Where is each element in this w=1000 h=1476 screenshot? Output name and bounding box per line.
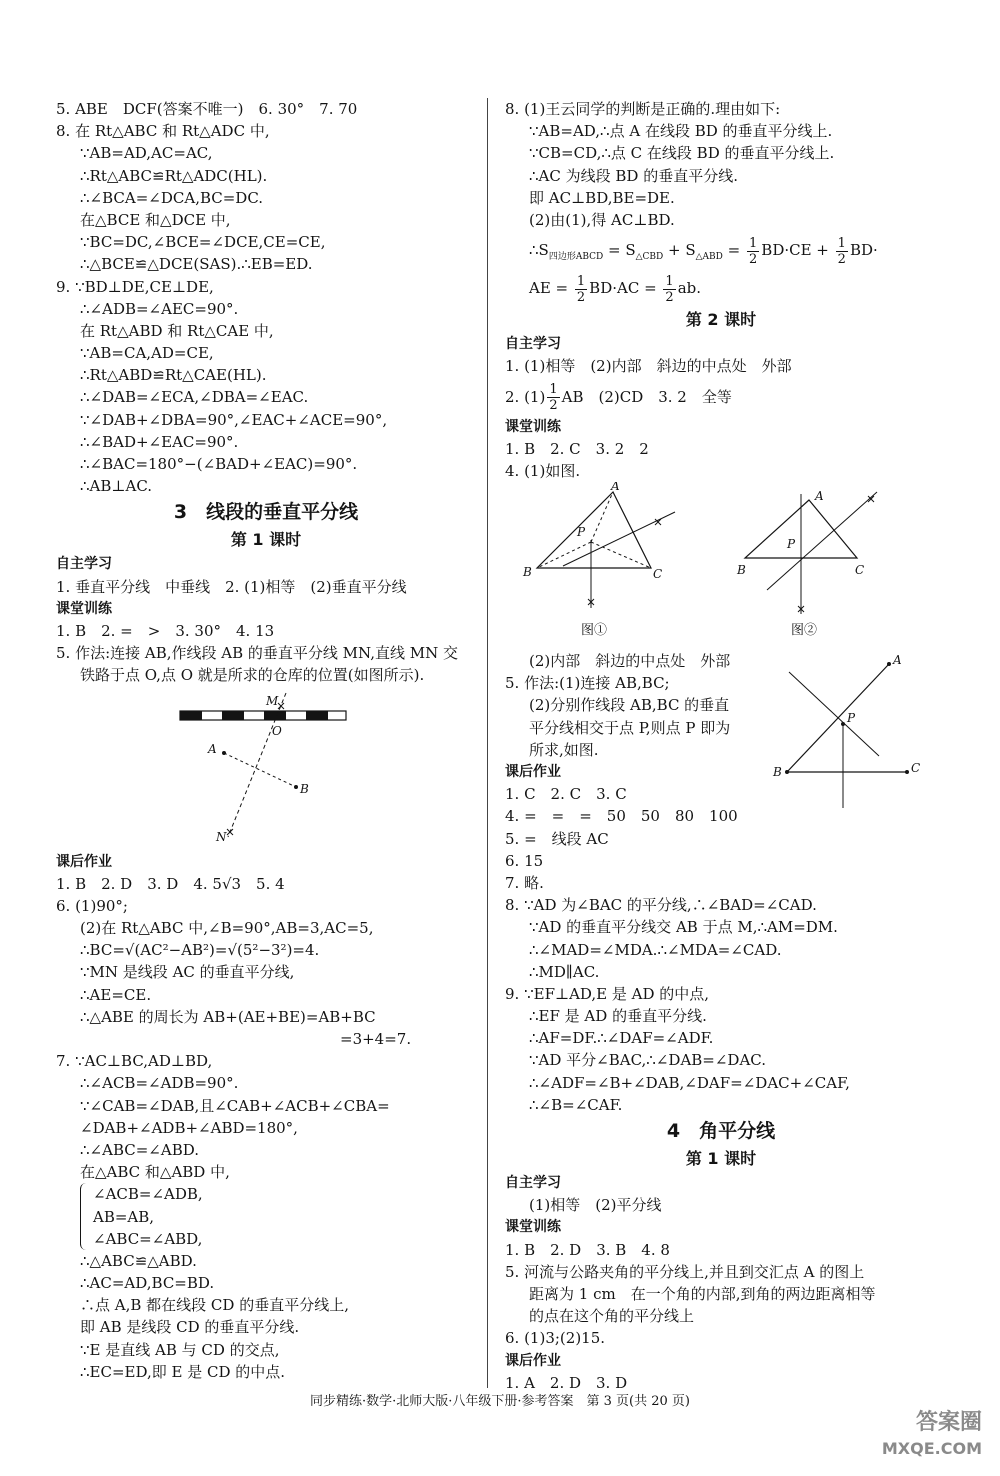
- figure-1-caption: 图①: [581, 623, 608, 639]
- fraction: [663, 274, 675, 305]
- point-a: [222, 751, 226, 755]
- label-p: P: [787, 537, 796, 552]
- answer-line: ∵BC=DC,∠BCE=∠DCE,CE=CE,: [80, 233, 326, 252]
- answer-line: 平分线相交于点 P,则点 P 即为: [529, 718, 731, 737]
- answer-line: 即 AB 是线段 CD 的垂直平分线.: [80, 1318, 300, 1337]
- answer-line: 1. B 2. = > 3. 30° 4. 13: [56, 621, 275, 640]
- answer-line: ∠DAB+∠ADB+∠ABD=180°,: [80, 1118, 298, 1137]
- answer-line: ∴EF 是 AD 的垂直平分线.: [529, 1007, 707, 1026]
- watermark-logo: [882, 1410, 982, 1462]
- circumcenter-figure: [767, 642, 937, 812]
- answer-line: 的点在这个角的平分线上: [529, 1307, 695, 1326]
- brace-mark: [80, 1183, 89, 1250]
- answer-line: 7. 略.: [505, 873, 544, 892]
- section-title: 3 线段的垂直平分线: [173, 501, 359, 524]
- math-subscript: 四边形ABCD: [548, 252, 604, 263]
- answer-line: 距离为 1 cm 在一个角的内部,到角的两边距离相等: [529, 1284, 876, 1303]
- answer-line: 5. 作法:连接 AB,作线段 AB 的垂直平分线 MN,直线 MN 交: [56, 644, 458, 663]
- answer-line: ∵AB=AD,∴点 A 在线段 BD 的垂直平分线上.: [529, 122, 833, 141]
- railway-segment: [180, 711, 202, 720]
- answer-line: ∴AC=AD,BC=BD.: [80, 1274, 215, 1293]
- fraction-numerator: 1: [576, 273, 586, 289]
- system-line: ∠ACB=∠ADB,: [93, 1185, 203, 1204]
- subsection-heading: 自主学习: [505, 336, 561, 353]
- answer-line: ∴Rt△ABC≌Rt△ADC(HL).: [80, 166, 268, 185]
- math-text: = S: [603, 241, 636, 260]
- answer-line: ∴∠DAB=∠ECA,∠DBA=∠EAC.: [80, 388, 309, 407]
- answer-line: 5. ABE DCF(答案不唯一) 6. 30° 7. 70: [56, 100, 358, 118]
- fraction: [836, 236, 848, 267]
- system-line: AB=AB,: [93, 1207, 155, 1226]
- fraction-denominator: 2: [576, 289, 586, 305]
- math-text: ∴S: [529, 241, 549, 260]
- label-n: N: [216, 829, 227, 844]
- label-c: C: [855, 563, 865, 578]
- fraction-denominator: 2: [749, 251, 758, 267]
- area-equation: [505, 269, 937, 307]
- answer-line: 6. 15: [505, 851, 544, 870]
- answer-line: ∴AB⊥AC.: [80, 477, 153, 496]
- fraction-denominator: 2: [665, 289, 674, 305]
- math-text: AB (2)CD 3. 2 全等: [561, 387, 732, 406]
- answer-line: ∵CB=CD,∴点 C 在线段 BD 的垂直平分线上.: [529, 144, 835, 163]
- lesson-title: 第 2 课时: [685, 310, 757, 330]
- subsection-heading: 自主学习: [505, 1175, 561, 1191]
- answer-line: 1. B 2. C 3. 2 2: [505, 439, 649, 458]
- answer-line: 即 AC⊥BD,BE=DE.: [529, 188, 675, 207]
- answer-line: ∴∠B=∠CAF.: [529, 1095, 623, 1114]
- label-o: O: [272, 723, 282, 738]
- fraction-denominator: 2: [549, 398, 558, 413]
- subsection-heading: 课后作业: [56, 853, 112, 870]
- page-footer: 同步精练·数学·北师大版·八年级下册·参考答案 第 3 页(共 20 页): [309, 1394, 690, 1409]
- answer-line: ∵E 是直线 AB 与 CD 的交点,: [80, 1340, 280, 1359]
- label-c: C: [911, 761, 921, 776]
- answer-line: 4. (1)如图.: [505, 461, 581, 480]
- math-subscript: △CBD: [635, 252, 664, 263]
- answer-line: ∵∠DAB+∠DBA=90°,∠EAC+∠ACE=90°,: [80, 410, 388, 429]
- answer-line: 在 Rt△ABD 和 Rt△CAE 中,: [80, 321, 274, 340]
- perpendicular-bisector: [563, 512, 675, 566]
- answer-line: ∴∠ADF=∠B+∠DAB,∠DAF=∠DAC+∠CAF,: [529, 1073, 850, 1092]
- dashed-segment-pc: [591, 542, 651, 568]
- perpendicular-bisector-ab: [789, 672, 879, 756]
- answer-line: ∴Rt△ABD≌Rt△CAE(HL).: [80, 366, 267, 385]
- answer-line: ∵AB=CA,AD=CE,: [80, 344, 214, 363]
- triangle-figures: [505, 482, 937, 646]
- answer-line: ∴EC=ED,即 E 是 CD 的中点.: [80, 1362, 286, 1381]
- label-b: B: [523, 565, 532, 580]
- answer-line: 8. 在 Rt△ABC 和 Rt△ADC 中,: [56, 122, 270, 141]
- answer-line: 1. A 2. D 3. D: [505, 1373, 628, 1392]
- watermark-url: MXQE.COM: [881, 1439, 982, 1458]
- fraction-numerator: 1: [837, 235, 846, 251]
- answer-line: ∵AD 平分∠BAC,∴∠DAB=∠DAC.: [529, 1051, 767, 1070]
- answer-line: 铁路于点 O,点 O 就是所求的仓库的位置(如图所示).: [80, 666, 425, 685]
- answer-line: ∴∠BCA=∠DCA,BC=DC.: [80, 188, 264, 207]
- label-a: A: [208, 741, 217, 756]
- answer-line: ∵AB=AD,AC=AC,: [80, 144, 213, 163]
- railway-segment: [306, 711, 328, 720]
- answer-line: ∴∠ADB=∠AEC=90°.: [80, 299, 239, 318]
- answer-line: ∵MN 是线段 AC 的垂直平分线,: [80, 963, 295, 982]
- point-a: [887, 662, 891, 666]
- triangle-abc-figure-1: [537, 492, 651, 568]
- label-p: P: [577, 525, 586, 540]
- answer-line: ∴MD∥AC.: [529, 962, 600, 981]
- math-text: BD·AC =: [589, 279, 662, 298]
- label-a: A: [815, 489, 824, 504]
- answer-line: ∴△BCE≌△DCE(SAS).∴EB=ED.: [80, 255, 313, 274]
- railway-segment: [264, 711, 286, 720]
- label-m: M: [266, 693, 279, 708]
- right-column: [505, 98, 937, 1394]
- answer-line: ∵∠CAB=∠DAB,且∠CAB+∠ACB+∠CBA=: [80, 1096, 390, 1115]
- answer-line: 4. = = = 50 50 80 100: [505, 807, 738, 826]
- answer-line: 8. (1)王云同学的判断是正确的.理由如下:: [505, 100, 781, 118]
- equation-system: [56, 1183, 476, 1250]
- area-equation: [505, 231, 937, 269]
- answer-line: ∴△ABC≌△ABD.: [80, 1251, 197, 1270]
- answer-line: (2)分别作线段 AB,BC 的垂直: [529, 696, 730, 715]
- answer-line: 1. 垂直平分线 中垂线 2. (1)相等 (2)垂直平分线: [56, 577, 407, 596]
- system-line: ∠ABC=∠ABD,: [93, 1229, 203, 1248]
- point-b: [785, 770, 789, 774]
- label-p: P: [847, 711, 856, 726]
- answer-line: 在△BCE 和△DCE 中,: [80, 210, 231, 229]
- subsection-heading: 课后作业: [505, 764, 561, 780]
- answer-line: (2)在 Rt△ABC 中,∠B=90°,AB=3,AC=5,: [80, 919, 374, 938]
- railway-diagram: [56, 687, 476, 847]
- label-a: A: [893, 653, 902, 668]
- answer-line: 所求,如图.: [529, 740, 599, 759]
- answer-line: (2)由(1),得 AC⊥BD.: [529, 210, 675, 229]
- answer-line: ∴△ABE 的周长为 AB+(AE+BE)=AB+BC: [80, 1007, 376, 1026]
- fraction: [575, 274, 587, 305]
- lesson-title: 第 1 课时: [685, 1149, 757, 1168]
- railway-segment: [222, 711, 244, 720]
- figure-2-caption: 图②: [791, 623, 818, 639]
- dashed-segment-pa: [591, 492, 613, 542]
- arc-mark: [278, 703, 284, 709]
- answer-line: 1. C 2. C 3. C: [505, 785, 627, 804]
- subsection-heading: 自主学习: [56, 556, 112, 573]
- lesson-title: 第 1 课时: [230, 530, 302, 550]
- answer-line: (2)内部 斜边的中点处 外部: [529, 652, 731, 671]
- math-text: BD·: [849, 241, 878, 260]
- answer-line: ∴BC=√(AC²−AB²)=√(5²−3²)=4.: [80, 941, 320, 960]
- answer-line: 在△ABC 和△ABD 中,: [80, 1163, 230, 1182]
- point-p: [841, 722, 845, 726]
- arc-mark: [227, 829, 233, 835]
- label-a: A: [611, 482, 620, 494]
- math-text: AE =: [529, 279, 573, 298]
- fraction-numerator: 1: [549, 382, 558, 397]
- answer-line: ∴∠ACB=∠ADB=90°.: [80, 1074, 239, 1093]
- answer-line: ∴∠BAC=180°−(∠BAD+∠EAC)=90°.: [80, 455, 358, 473]
- answer-line: ∴AE=CE.: [80, 985, 152, 1004]
- answer-line: 9. ∵EF⊥AD,E 是 AD 的中点,: [505, 984, 710, 1003]
- fraction-denominator: 2: [837, 251, 846, 267]
- math-text: + S: [663, 241, 696, 260]
- answer-line: ∴AF=DF.∴∠DAF=∠ADF.: [529, 1029, 714, 1048]
- math-text: ab.: [677, 279, 702, 298]
- answer-line: ∴点 A,B 都在线段 CD 的垂直平分线上,: [80, 1296, 349, 1315]
- math-text: BD·CE +: [761, 241, 834, 260]
- label-b: B: [737, 563, 746, 578]
- fraction: [747, 236, 759, 267]
- fraction-numerator: 1: [665, 273, 674, 289]
- answer-line: 6. (1)3;(2)15.: [505, 1329, 606, 1348]
- point-c: [905, 770, 909, 774]
- answer-line: (1)相等 (2)平分线: [529, 1196, 662, 1215]
- answer-line: 6. (1)90°;: [56, 896, 128, 915]
- math-subscript: △ABD: [695, 252, 723, 263]
- answer-line: =3+4=7.: [340, 1030, 412, 1048]
- answer-line: 8. ∵AD 为∠BAC 的平分线,∴∠BAD=∠CAD.: [505, 896, 817, 915]
- answer-line: 5. = 线段 AC: [505, 829, 609, 848]
- answer-line: 9. ∵BD⊥DE,CE⊥DE,: [56, 277, 214, 296]
- label-b: B: [773, 765, 782, 780]
- answer-line: ∴∠ABC=∠ABD.: [80, 1140, 199, 1159]
- watermark-text: 答案圈: [915, 1410, 982, 1435]
- dashed-segment-pb: [537, 542, 591, 568]
- subsection-heading: 课堂训练: [56, 600, 112, 617]
- column-divider: [487, 98, 488, 1388]
- section-title: 4 角平分线: [666, 1120, 776, 1142]
- answer-line: 7. ∵AC⊥BC,AD⊥BD,: [56, 1052, 213, 1071]
- math-text: =: [722, 241, 746, 260]
- answer-line: ∴∠BAD+∠EAC=90°.: [80, 432, 239, 451]
- answer-line: ∵AD 的垂直平分线交 AB 于点 M,∴AM=DM.: [529, 918, 838, 937]
- label-b: B: [300, 781, 309, 796]
- math-text: 2. (1): [505, 387, 546, 406]
- point-b: [294, 785, 298, 789]
- answer-line: 5. 河流与公路夹角的平分线上,并且到交汇点 A 的图上: [505, 1262, 865, 1281]
- answer-line: ∴AC 为线段 BD 的垂直平分线.: [529, 166, 738, 185]
- label-c: C: [653, 567, 663, 582]
- answer-line: 1. B 2. D 3. D 4. 5√3 5. 4: [56, 874, 285, 893]
- subsection-heading: 课堂训练: [505, 418, 561, 435]
- answer-line: [505, 378, 937, 416]
- left-column: [56, 98, 476, 1383]
- answer-line: 1. B 2. D 3. B 4. 8: [505, 1240, 670, 1259]
- subsection-heading: 课后作业: [505, 1352, 561, 1369]
- answer-line: ∴∠MAD=∠MDA.∴∠MDA=∠CAD.: [529, 940, 782, 959]
- answer-line: 1. (1)相等 (2)内部 斜边的中点处 外部: [505, 357, 792, 376]
- fraction: [547, 382, 559, 413]
- subsection-heading: 课堂训练: [505, 1219, 561, 1236]
- fraction-numerator: 1: [749, 235, 758, 251]
- answer-line: 5. 作法:(1)连接 AB,BC;: [505, 674, 670, 693]
